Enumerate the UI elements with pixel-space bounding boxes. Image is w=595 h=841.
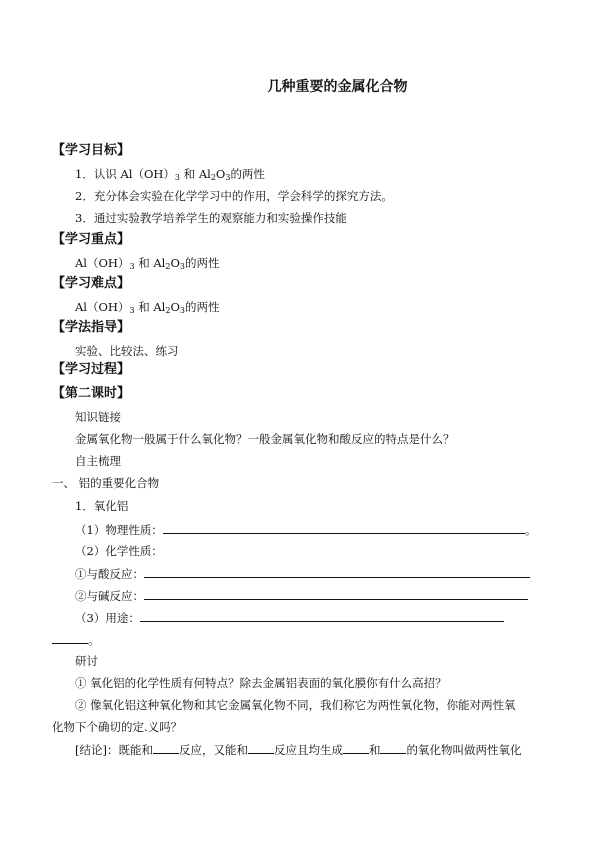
- lesson-heading: 【第二课时】: [52, 386, 131, 401]
- objectives-heading: 【学习目标】: [52, 143, 131, 158]
- discussion-question-2: ② 像氧化铝这种氧化物和其它金属氧化物不同，我们称它为两性氧化物，你能对两性氧: [75, 698, 516, 712]
- conclusion-line: [结论]：既能和 反应，又能和 反应且均生成 和 的氧化物叫做两性氧化: [75, 743, 522, 757]
- answer-blank[interactable]: [140, 610, 504, 622]
- method-heading: 【学法指导】: [52, 320, 131, 335]
- discussion-question-1: ① 氧化铝的化学性质有何特点？除去金属铝表面的氧化膜你有什么高招？: [75, 676, 447, 690]
- method-text: 实验、比较法、练习: [75, 344, 179, 358]
- key-points-heading: 【学习重点】: [52, 232, 131, 247]
- answer-blank[interactable]: [343, 742, 369, 754]
- physical-property-line: （1）物理性质： 。: [75, 523, 537, 537]
- answer-blank[interactable]: [163, 522, 525, 534]
- answer-blank[interactable]: [144, 566, 530, 578]
- discussion-question-2-continued: 化物下个确切的定.义吗？: [52, 720, 183, 734]
- discuss-title: 研讨: [75, 654, 98, 668]
- objective-item-2: 2．充分体会实验在化学学习中的作用，学会科学的探究方法。: [75, 189, 393, 203]
- acid-reaction-line: ①与酸反应：: [75, 566, 530, 581]
- self-study-title: 自主梳理: [75, 454, 121, 468]
- chemical-property-label: （2）化学性质：: [75, 544, 163, 558]
- knowledge-link-title: 知识链接: [75, 410, 121, 424]
- objective-item-1: 1．认识 $Al(OH)_3$ 和 $Al_2O_3$的两性: [75, 167, 265, 182]
- use-line-continued: 。: [52, 632, 100, 647]
- answer-blank[interactable]: [248, 742, 274, 754]
- knowledge-link-question: 金属氧化物一般属于什么氧化物？一般金属氧化物和酸反应的特点是什么？: [75, 432, 455, 446]
- base-reaction-line: ②与碱反应：: [75, 588, 528, 603]
- use-line: （3）用途：: [75, 610, 504, 625]
- answer-blank[interactable]: [52, 632, 88, 644]
- objective-item-3: 3．通过实验教学培养学生的观察能力和实验操作技能: [75, 211, 347, 225]
- answer-blank[interactable]: [144, 588, 528, 600]
- answer-blank[interactable]: [153, 742, 179, 754]
- difficulties-text: $Al(OH)_3$ 和 $Al_2O_3$的两性: [75, 300, 220, 315]
- process-heading: 【学习过程】: [52, 362, 131, 377]
- page-title: 几种重要的金属化合物: [267, 79, 408, 95]
- alumina-heading: 1．氧化铝: [75, 499, 129, 513]
- difficulties-heading: 【学习难点】: [52, 276, 131, 291]
- key-points-text: $Al(OH)_3$ 和 $Al_2O_3$的两性: [75, 256, 220, 271]
- answer-blank[interactable]: [380, 742, 406, 754]
- part-one-heading: 一、 铝的重要化合物: [52, 476, 160, 490]
